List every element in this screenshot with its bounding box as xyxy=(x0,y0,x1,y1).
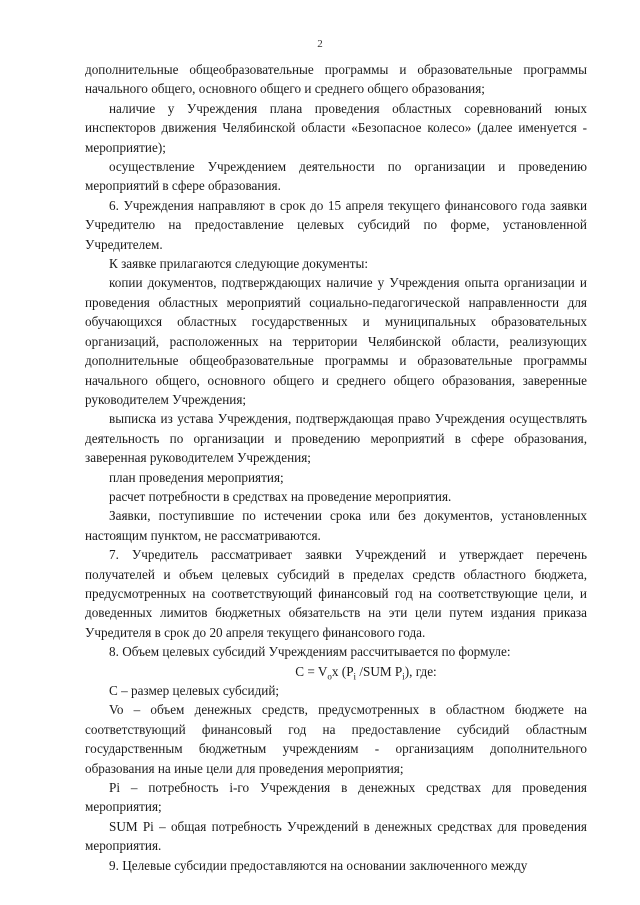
formula-mid: x (P xyxy=(331,663,354,679)
formula-p-subscript: i xyxy=(353,671,357,682)
paragraph-charter-extract: выписка из устава Учреждения, подтверждающая право Учреждения осуществлять деятельность по организации и проведению мероприятий в сфере образования, заверенная руководителем Учреждения; xyxy=(85,411,587,466)
page-number: 2 xyxy=(317,38,323,50)
subsidy-formula xyxy=(85,662,587,681)
paragraph-funds-calculation: расчет потребности в средствах на проведение мероприятия. xyxy=(109,488,452,504)
formula-sum: /SUM P xyxy=(356,663,403,679)
document-body xyxy=(85,60,587,875)
paragraph-attachments-intro: К заявке прилагаются следующие документы: xyxy=(109,256,369,272)
paragraph-def-sum-pi: SUM Pi – общая потребность Учреждений в денежных средствах для проведения мероприятия. xyxy=(85,818,587,854)
paragraph-def-vo: Vo – объем денежных средств, предусмотренных в областном бюджете на соответствующий финансовый год на предоставление субсидий областным государственным бюджетным учреждениям - организациям дополнительного образования на иные цели для проведения мероприятия; xyxy=(85,702,587,776)
paragraph-clause-7: 7. Учредитель рассматривает заявки Учреждений и утверждает перечень получателей и объем целевых субсидий в пределах средств областного бюджета, предусмотренных на соответствующий финансовый год на соответствующие цели, и доведенных лимитов бюджетных обязательств на эти цели путем издания приказа Учредителя в срок до 20 апреля текущего финансового года. xyxy=(85,547,587,640)
paragraph-event-plan: план проведения мероприятия; xyxy=(109,469,284,485)
formula-sum-subscript: i xyxy=(402,671,405,682)
paragraph-def-c: C – размер целевых субсидий; xyxy=(109,683,280,698)
paragraph-clause-6: 6. Учреждения направляют в срок до 15 апреля текущего финансового года заявки Учредителю на предоставление целевых субсидий по форме, установленной Учредителем. xyxy=(85,197,587,252)
paragraph-clause-8: 8. Объем целевых субсидий Учреждениям рассчитывается по формуле: xyxy=(109,644,511,660)
formula-v-subscript: o xyxy=(327,671,332,682)
paragraph-late-applications: Заявки, поступившие по истечении срока или без документов, установленных настоящим пунктом, не рассматриваются. xyxy=(85,508,587,543)
paragraph-plan-competitions: наличие у Учреждения плана проведения областных соревнований юных инспекторов движения Челябинской области «Безопасное колесо» (далее именуется - мероприятие); xyxy=(85,100,587,155)
formula-tail: ), где: xyxy=(404,663,437,679)
paragraph-copies-documents: копии документов, подтверждающих наличие у Учреждения опыта организации и проведения областных мероприятий социально-педагогической направленности для обучающихся областных государственных и муниципальных образовательных организаций, расположенных на территории Челябинской области, реализующих дополнительные общеобразовательные программы и образовательные программы начального общего, основного общего и среднего общего образования, заверенные руководителем Учреждения; xyxy=(85,275,587,407)
paragraph-activity: осуществление Учреждением деятельности по организации и проведению мероприятий в сфере образования. xyxy=(85,159,587,194)
paragraph-clause-9: 9. Целевые субсидии предоставляются на основании заключенного между xyxy=(109,857,528,873)
paragraph-continuation: дополнительные общеобразовательные программы и образовательные программы начального общего, основного общего и среднего общего образования; xyxy=(85,62,587,97)
paragraph-def-pi: Pi – потребность i-го Учреждения в денежных средствах для проведения мероприятия; xyxy=(85,780,587,815)
formula-lhs: C = V xyxy=(295,663,328,679)
